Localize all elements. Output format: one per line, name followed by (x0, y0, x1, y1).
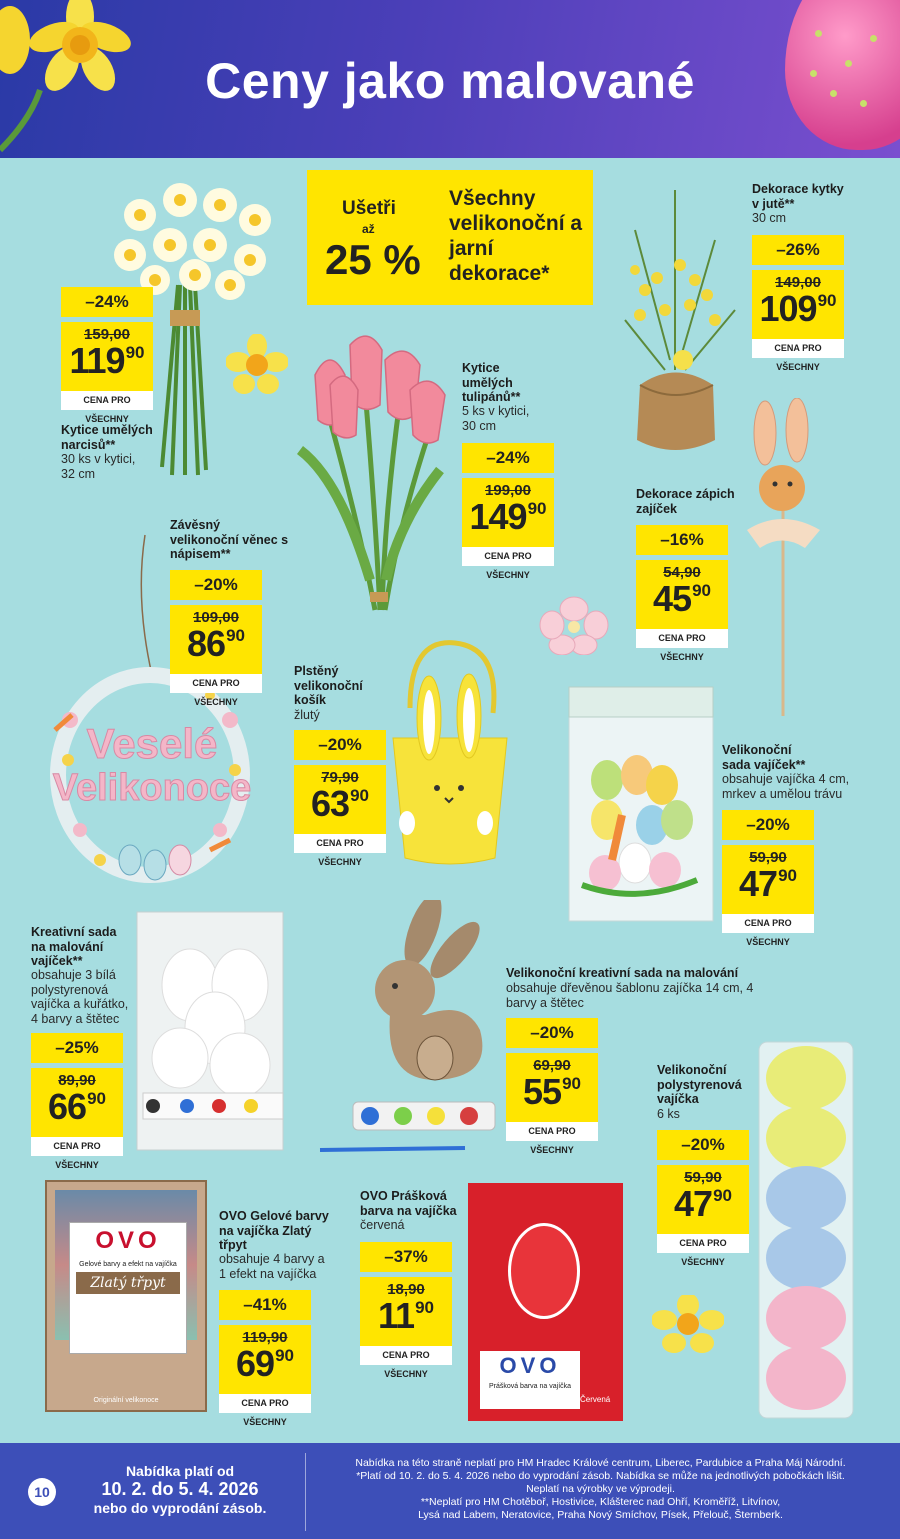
current-price: $119^{90}$ (69, 340, 145, 381)
price-panel (752, 270, 844, 372)
cena-pro-vsechny-label: CENA PRO VŠECHNY (360, 1346, 452, 1365)
product-title: Závěsný velikonoční věnec s nápisem** (170, 518, 289, 561)
product-desc: 30 ks v kytici, 32 cm (61, 452, 136, 481)
product-desc: červená (360, 1218, 405, 1232)
product-title: Velikonoční sada vajíček** (722, 743, 806, 772)
footer-note: Neplatí na výrobky ve výprodeji. (526, 1483, 675, 1495)
product-title: Velikonoční kreativní sada na malování (506, 966, 739, 980)
current-price: $109^{90}$ (759, 288, 837, 329)
price-box-egg-set (722, 810, 814, 947)
old-price: 159,00 (84, 326, 130, 343)
promo-az-label: až (362, 222, 375, 236)
discount-badge: –20% (722, 810, 814, 840)
page-title: Ceny jako malované (205, 53, 695, 109)
ovo-logo: OVO (95, 1227, 161, 1254)
cena-pro-vsechny-label: CENA PRO VŠECHNY (657, 1234, 749, 1253)
wooden-bunny-kit-image (315, 900, 505, 1165)
discount-badge: –20% (657, 1130, 749, 1160)
cena-pro-vsechny-label: CENA PRO VŠECHNY (462, 547, 554, 566)
cena-pro-vsechny-label: CENA PRO VŠECHNY (294, 834, 386, 853)
discount-badge: –20% (506, 1018, 598, 1048)
cena-pro-vsechny-label: CENA PRO VŠECHNY (722, 914, 814, 933)
ovo-logo: OVO (499, 1353, 561, 1378)
cena-pro-vsechny-label: CENA PRO VŠECHNY (31, 1137, 123, 1156)
price-panel (61, 322, 153, 424)
footer-divider (305, 1453, 306, 1531)
discount-badge: –24% (462, 443, 554, 473)
price-box-polystyrene-eggs (657, 1130, 749, 1267)
old-price: 109,00 (193, 609, 239, 626)
product-desc: obsahuje 4 barvy a 1 efekt na vajíčka (219, 1252, 325, 1281)
product-desc: 30 cm (752, 211, 787, 225)
cena-pro-vsechny-label: CENA PRO VŠECHNY (506, 1122, 598, 1141)
wreath-text-1: Veselé (86, 720, 218, 767)
price-box-creative-kit (31, 1033, 123, 1170)
page-number: 10 (28, 1478, 56, 1506)
price-box-daffodils (61, 287, 153, 424)
price-panel (722, 845, 814, 947)
footer-notes (318, 1457, 883, 1522)
product-title: OVO Prášková barva na vajíčka (360, 1189, 457, 1218)
price-panel (506, 1053, 598, 1155)
product-title: Velikonoční polystyrenová vajíčka (657, 1063, 742, 1106)
cena-pro-vsechny-label: CENA PRO VŠECHNY (219, 1394, 311, 1413)
cena-pro-vsechny-label: CENA PRO VŠECHNY (752, 339, 844, 358)
price-box-ovo-gel (219, 1290, 311, 1427)
product-desc: žlutý (294, 708, 320, 722)
ovo-powder-package-image (468, 1183, 623, 1421)
product-desc: obsahuje vajíčka 4 cm, mrkev a umělou trávu (722, 772, 850, 801)
validity-line-3: nebo do vyprodání zásob. (93, 1500, 267, 1516)
product-desc: obsahuje dřevěnou šablonu zajíčka 14 cm, 4 barvy a štětec (506, 981, 754, 1010)
product-title: Kytice umělých tulipánů** (462, 361, 521, 404)
polystyrene-eggs-image (757, 1040, 855, 1420)
tulip-bouquet-image (290, 330, 455, 625)
validity-line-2: 10. 2. do 5. 4. 2026 (101, 1479, 259, 1499)
product-title: Kytice umělých narcisů** (61, 423, 153, 452)
product-desc: 5 ks v kytici, 30 cm (462, 404, 530, 433)
product-title: Dekorace zápich zajíček (636, 487, 735, 516)
discount-badge: –20% (170, 570, 262, 600)
ovo-gel-line1: Gelové barvy a efekt na vajíčka (79, 1261, 177, 1268)
current-price: $149^{90}$ (469, 496, 547, 537)
old-price: 199,00 (485, 482, 531, 499)
bunny-pick-image (735, 398, 840, 723)
discount-badge: –37% (360, 1242, 452, 1272)
current-price: $47^{90}$ (739, 863, 797, 904)
discount-badge: –16% (636, 525, 728, 555)
price-box-bunny-pick (636, 525, 728, 662)
discount-badge: –24% (61, 287, 153, 317)
header-banner (0, 0, 900, 158)
validity-line-1: Nabídka platí od (125, 1463, 235, 1479)
product-title: Plstěný velikonoční košík (294, 664, 363, 707)
product-desc: obsahuje 3 bílá polystyrenová vajíčka a kuřátko, 4 barvy a štětec (31, 968, 129, 1026)
product-title: Kreativní sada na malování vajíček** (31, 925, 117, 968)
product-title: OVO Gelové barvy na vajíčka Zlatý třpyt (219, 1209, 329, 1252)
old-price: 69,90 (533, 1057, 571, 1074)
easter-egg-icon (785, 0, 900, 150)
cena-pro-vsechny-label: CENA PRO VŠECHNY (636, 629, 728, 648)
current-price: $47^{90}$ (674, 1183, 732, 1224)
footer-note: Lysá nad Labem, Neratovice, Praha Nový Smíchov, Písek, Přelouč, Šternberk. (418, 1509, 783, 1521)
footer (0, 1443, 900, 1539)
old-price: 59,90 (749, 849, 787, 866)
old-price: 89,90 (58, 1072, 96, 1089)
product-title: Dekorace kytky v jutě** (752, 182, 844, 211)
price-panel (294, 765, 386, 867)
price-box-basket (294, 730, 386, 867)
daffodil-flower-icon (226, 334, 288, 396)
old-price: 79,90 (321, 769, 359, 786)
current-price: $69^{90}$ (236, 1343, 294, 1384)
price-box-tulips (462, 443, 554, 580)
current-price: $11^{90}$ (378, 1295, 434, 1336)
current-price: $66^{90}$ (48, 1086, 106, 1127)
price-box-wreath (170, 570, 262, 707)
discount-badge: –26% (752, 235, 844, 265)
creative-egg-kit-image (135, 910, 285, 1155)
footer-note: Nabídka na této straně neplatí pro HM Hradec Králové centrum, Liberec, Pardubice a Praha Máj Národní. (355, 1457, 846, 1469)
cena-pro-vsechny-label: CENA PRO VŠECHNY (61, 391, 153, 410)
current-price: $45^{90}$ (653, 578, 711, 619)
wreath-text-2: Velikonoce (52, 767, 252, 809)
promo-save-label: Ušetři (342, 198, 396, 219)
current-price: $63^{90}$ (311, 783, 369, 824)
blossom-flower-icon (538, 595, 610, 655)
price-panel (170, 605, 262, 707)
old-price: 18,90 (387, 1281, 425, 1298)
price-panel (31, 1068, 123, 1170)
validity-info (80, 1463, 280, 1516)
ovo-gel-package-image (45, 1180, 207, 1412)
old-price: 119,90 (242, 1329, 288, 1346)
price-panel (462, 478, 554, 580)
discount-badge: –20% (294, 730, 386, 760)
ovo-gel-line3: Originální velikonoce (93, 1397, 159, 1404)
footer-note: *Platí od 10. 2. do 5. 4. 2026 nebo do vyprodání zásob. Nabídka se může na jednotlivých pobočkách lišit. (356, 1470, 845, 1482)
daffodil-flower-icon (652, 1295, 724, 1353)
promo-percent: 25 % (325, 236, 421, 283)
discount-badge: –41% (219, 1290, 311, 1320)
old-price: 54,90 (663, 564, 701, 581)
old-price: 59,90 (684, 1169, 722, 1186)
jute-flower-decoration-image (595, 170, 755, 460)
price-panel (219, 1325, 311, 1427)
egg-set-bag-image (567, 685, 715, 925)
product-desc: 6 ks (657, 1107, 680, 1121)
felt-basket-image (385, 638, 515, 868)
footer-note: **Neplatí pro HM Chotěboř, Hostivice, Klášterec nad Ohří, Kroměříž, Litvínov, (420, 1496, 781, 1508)
current-price: $86^{90}$ (187, 623, 245, 664)
cena-pro-vsechny-label: CENA PRO VŠECHNY (170, 674, 262, 693)
old-price: 149,00 (775, 274, 821, 291)
price-box-wooden-kit (506, 1018, 598, 1155)
price-box-jute-decor (752, 235, 844, 372)
price-panel (360, 1277, 452, 1379)
price-panel (636, 560, 728, 662)
promo-text: Všechny velikonoční a jarní dekorace* (449, 187, 583, 285)
current-price: $55^{90}$ (523, 1071, 581, 1112)
ovo-powder-line: Prášková barva na vajíčka (488, 1383, 572, 1390)
price-panel (657, 1165, 749, 1267)
discount-badge: –25% (31, 1033, 123, 1063)
ovo-powder-color: Červená (580, 1395, 611, 1404)
promo-banner (307, 170, 593, 305)
ovo-gel-line2: Zlatý třpyt (76, 1272, 180, 1294)
price-box-ovo-powder (360, 1242, 452, 1379)
